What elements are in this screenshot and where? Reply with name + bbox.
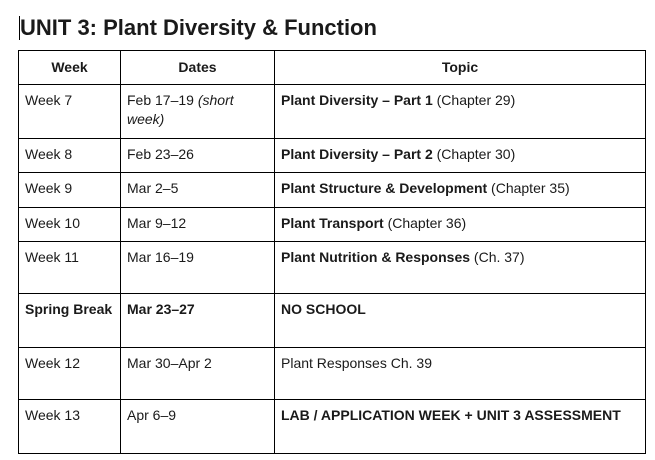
- page-title: UNIT 3: Plant Diversity & Function: [20, 15, 377, 40]
- dates-cell: Feb 23–26: [121, 139, 275, 173]
- topic-cell: [275, 173, 646, 208]
- topic-cell: [275, 139, 646, 173]
- topic-cell: [275, 85, 646, 139]
- topic-title: Plant Diversity – Part 2: [281, 146, 433, 162]
- dates-text: Feb 17–19: [127, 92, 194, 108]
- dates-cell: Mar 9–12: [121, 208, 275, 242]
- table-row: [19, 139, 646, 173]
- table-row: [19, 294, 646, 348]
- topic-cell: [275, 208, 646, 242]
- dates-note: (short week): [127, 92, 234, 127]
- table-header-row: [19, 51, 646, 85]
- topic-cell: Plant Responses Ch. 39: [275, 348, 646, 400]
- week-cell: Week 13: [19, 400, 121, 454]
- week-cell: Week 10: [19, 208, 121, 242]
- header-week: Week: [19, 51, 121, 85]
- week-cell: Week 12: [19, 348, 121, 400]
- topic-cell: NO SCHOOL: [275, 294, 646, 348]
- dates-cell: Mar 2–5: [121, 173, 275, 208]
- week-cell: Week 8: [19, 139, 121, 173]
- topic-title: Plant Structure & Development: [281, 180, 488, 196]
- week-cell: Spring Break: [19, 294, 121, 348]
- table-row: [19, 208, 646, 242]
- table-row: [19, 242, 646, 294]
- topic-detail: (Ch. 37): [470, 249, 525, 265]
- week-cell: Week 11: [19, 242, 121, 294]
- topic-title: Plant Nutrition & Responses: [281, 249, 471, 265]
- topic-title: Plant Diversity – Part 1: [281, 92, 433, 108]
- topic-title: Plant Transport: [281, 215, 384, 231]
- table-row: [19, 348, 646, 400]
- schedule-table: [18, 50, 646, 454]
- topic-detail: (Chapter 36): [383, 215, 467, 231]
- dates-cell: Mar 30–Apr 2: [121, 348, 275, 400]
- topic-detail: (Chapter 30): [432, 146, 516, 162]
- table-row: [19, 173, 646, 208]
- header-topic: Topic: [275, 51, 646, 85]
- table-row: [19, 400, 646, 454]
- topic-cell: LAB / APPLICATION WEEK + UNIT 3 ASSESSMENT: [275, 400, 646, 454]
- dates-cell: Mar 23–27: [121, 294, 275, 348]
- table-row: [19, 85, 646, 139]
- dates-cell: Apr 6–9: [121, 400, 275, 454]
- week-cell: Week 7: [19, 85, 121, 139]
- topic-cell: [275, 242, 646, 294]
- week-cell: Week 9: [19, 173, 121, 208]
- topic-detail: (Chapter 29): [432, 92, 516, 108]
- dates-cell: Mar 16–19: [121, 242, 275, 294]
- topic-detail: (Chapter 35): [487, 180, 570, 196]
- dates-cell: [121, 85, 275, 139]
- header-dates: Dates: [121, 51, 275, 85]
